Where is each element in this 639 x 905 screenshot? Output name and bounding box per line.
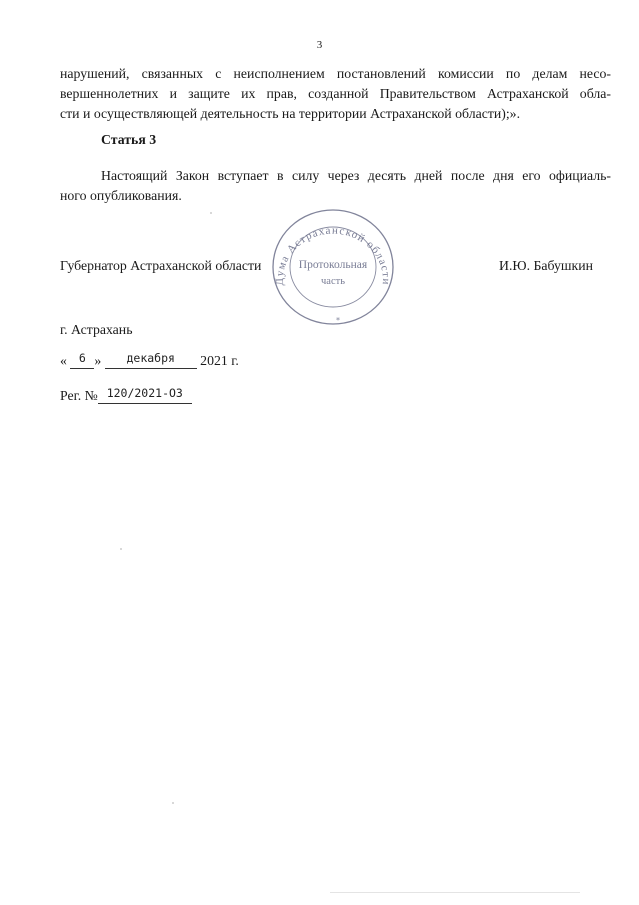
stamp-inner-text-2: часть (321, 276, 345, 287)
scan-speck (210, 212, 212, 214)
signature-position: Губернатор Астраханской области (60, 258, 262, 273)
registration-number: 120/2021-ОЗ (106, 386, 183, 400)
date-day: 6 (78, 351, 86, 365)
paragraph-line: нарушений, связанных с неисполнением постановлений комиссии по делам несо- (60, 66, 611, 81)
scan-speck (172, 802, 174, 804)
signing-date (60, 353, 239, 369)
signature-name: И.Ю. Бабушкин (499, 258, 594, 273)
registration-label: Рег. № (60, 388, 98, 403)
article-heading: Статья 3 (101, 132, 157, 147)
registration-line (60, 388, 192, 404)
paragraph-line: сти и осуществляющей деятельность на территории Астраханской области);». (60, 106, 521, 121)
date-open-quote: « (60, 353, 67, 368)
paragraph-line: вершеннолетних и защите их прав, созданной Правительством Астраханской обла- (60, 86, 611, 101)
date-month: декабря (126, 351, 175, 365)
date-year: 2021 г. (200, 353, 239, 368)
registration-number-field (98, 388, 192, 404)
paragraph-line: Настоящий Закон вступает в силу через десять дней после дня его официаль- (101, 168, 611, 183)
scan-speck (120, 548, 122, 550)
stamp-outer-text: Дума Астраханской области (273, 224, 393, 286)
article-paragraph (60, 166, 611, 206)
place-of-signing: г. Астрахань (60, 322, 133, 337)
scan-artifact-line (330, 892, 580, 893)
date-close-quote: » (94, 353, 102, 368)
date-day-field (70, 353, 94, 369)
page-number: 3 (316, 39, 323, 51)
stamp-star-icon: * (336, 316, 340, 325)
official-stamp (268, 206, 398, 328)
paragraph-line: ного опубликования. (60, 188, 182, 203)
stamp-inner-text-1: Протокольная (298, 259, 368, 271)
date-month-field (105, 353, 197, 369)
top-paragraph (60, 64, 611, 124)
